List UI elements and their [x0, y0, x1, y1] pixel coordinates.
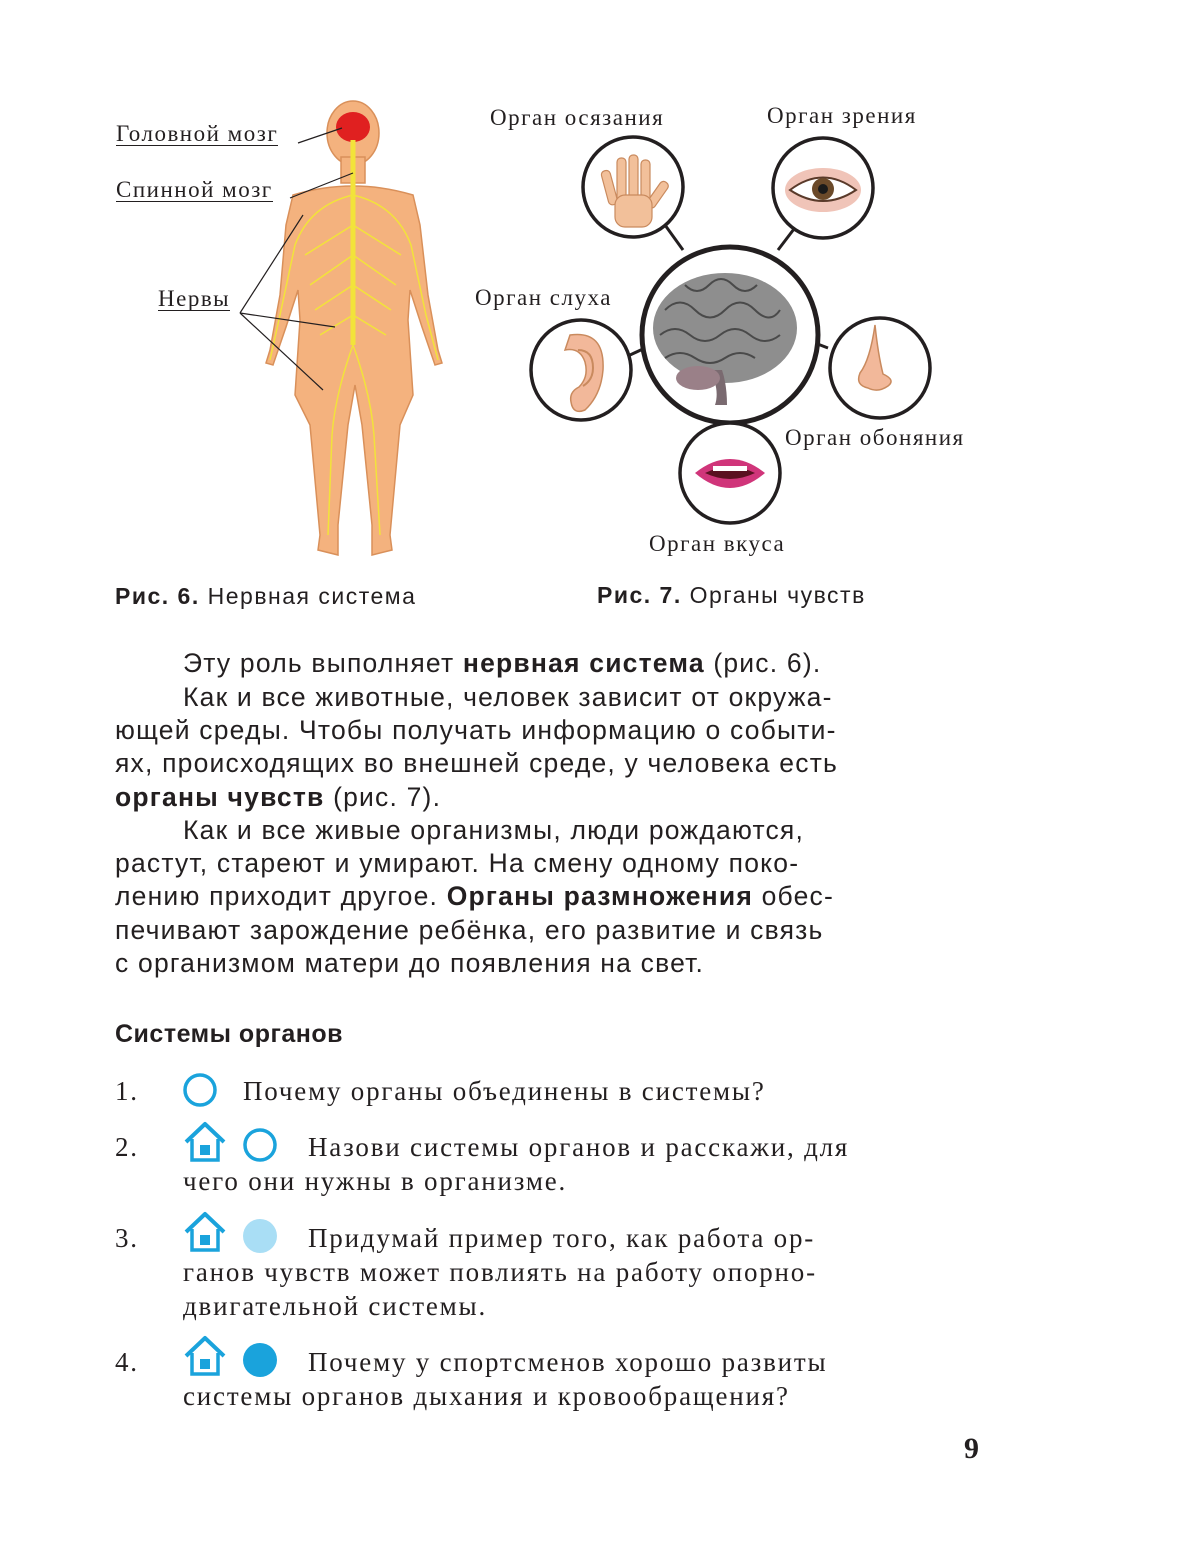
hand-icon — [583, 137, 683, 237]
question-text-line: чего они нужны в организме. — [183, 1166, 568, 1196]
circle-outline-icon — [242, 1127, 278, 1163]
p2-line-3 — [115, 747, 987, 781]
page-number: 9 — [964, 1432, 979, 1465]
caption-fig6-text: Нервная система — [207, 583, 417, 609]
p3-l2: растут, стареют и умирают. На смену одному поко- — [115, 848, 800, 878]
nose-icon — [830, 318, 930, 418]
caption-fig7 — [597, 582, 866, 609]
section-heading: Системы органов — [115, 1020, 344, 1048]
caption-fig7-label: Рис. 7. — [597, 582, 682, 608]
p3-line-5 — [115, 947, 987, 981]
paragraph-1 — [183, 647, 943, 681]
p2-l4-bold: органы чувств — [115, 782, 325, 812]
q3-line-1: Придумай пример того, как работа ор- — [308, 1223, 816, 1253]
circle-light-icon — [242, 1218, 278, 1254]
p2-l1: Как и все животные, человек зависит от окружа- — [183, 682, 833, 712]
eye-icon — [773, 138, 873, 238]
question-number: 2. — [115, 1132, 139, 1162]
label-touch: Орган осязания — [490, 105, 665, 130]
label-taste: Орган вкуса — [649, 531, 786, 556]
caption-fig7-text: Органы чувств — [689, 582, 866, 608]
question-number: 1. — [115, 1076, 139, 1106]
p3-l3-bold: Органы размножения — [446, 881, 754, 911]
brain-highlight — [336, 112, 370, 142]
q2-line-1: Назови системы органов и расскажи, для — [308, 1132, 850, 1162]
question-text-line — [308, 1345, 988, 1379]
caption-fig6-label: Рис. 6. — [115, 583, 200, 609]
p3-l1: Как и все живые организмы, люди рождаются, — [183, 815, 805, 845]
p3-line-4 — [115, 914, 987, 948]
brain-circle — [642, 247, 818, 423]
question-text-line: ганов чувств может повлиять на работу опорно- — [183, 1257, 817, 1287]
label-brain: Головной мозг — [116, 121, 279, 146]
p2-l2: ющей среды. Чтобы получать информацию о событи- — [115, 715, 837, 745]
p1-before: Эту роль выполняет — [183, 648, 463, 678]
ear-icon — [531, 320, 631, 420]
p2-line-2 — [115, 714, 987, 748]
mouth-icon — [680, 423, 780, 523]
question-text-line: двигательной системы. — [183, 1291, 487, 1321]
sense-organs-diagram — [470, 100, 990, 565]
caption-fig6 — [115, 583, 416, 610]
p2-l3: ях, происходящих во внешней среде, у человека есть — [115, 748, 839, 778]
p2-line-1 — [183, 681, 987, 715]
p2-line-4 — [115, 781, 987, 815]
p3-line-1 — [183, 814, 987, 848]
figure-nervous-system — [110, 95, 450, 570]
label-nerves: Нервы — [158, 286, 231, 311]
label-smell: Орган обоняния — [785, 425, 965, 450]
question-text-line: Почему органы объединены в системы? — [243, 1076, 766, 1106]
p1-bold: нервная система — [462, 648, 705, 678]
label-hearing: Орган слуха — [475, 285, 612, 310]
circle-filled-icon — [242, 1342, 278, 1378]
p3-l3-after: обес- — [753, 881, 835, 911]
p1-after: (рис. 6). — [704, 648, 822, 678]
question-number: 3. — [115, 1223, 139, 1253]
p3-l5: с организмом матери до появления на свет. — [115, 948, 705, 978]
house-icon — [182, 1334, 228, 1378]
question-text-line — [308, 1221, 988, 1255]
circle-outline-icon — [182, 1072, 218, 1108]
human-body-illustration — [110, 95, 450, 570]
q4-line-1: Почему у спортсменов хорошо развиты — [308, 1347, 828, 1377]
label-spinal-cord: Спинной мозг — [116, 177, 273, 202]
question-number: 4. — [115, 1347, 139, 1377]
p3-l4: печивают зарождение ребёнка, его развитие и связь — [115, 915, 824, 945]
question-text-line — [308, 1130, 988, 1164]
p3-l3-before: лению приходит другое. — [115, 881, 447, 911]
label-sight: Орган зрения — [767, 103, 917, 128]
house-icon — [182, 1120, 228, 1164]
p2-l4-after: (рис. 7). — [324, 782, 442, 812]
question-text-line: системы органов дыхания и кровообращения? — [183, 1381, 790, 1411]
figure-sense-organs — [470, 100, 990, 565]
p3-line-2 — [115, 847, 987, 881]
house-icon — [182, 1210, 228, 1254]
p3-line-3 — [115, 880, 987, 914]
